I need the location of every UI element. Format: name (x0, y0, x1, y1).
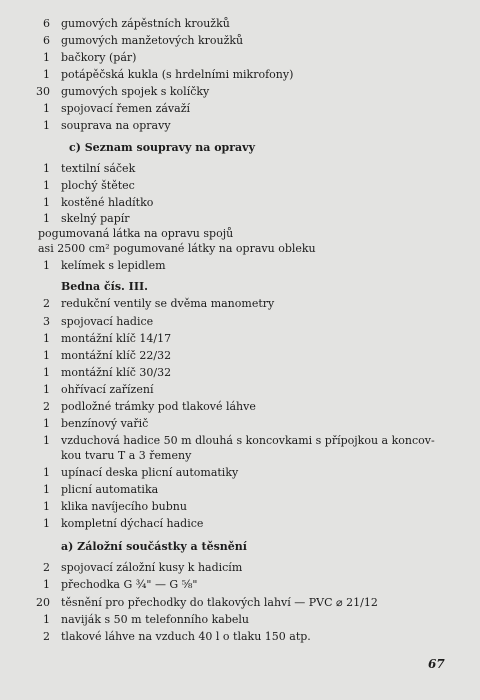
item-quantity: 2 (43, 297, 50, 310)
item-quantity: 2 (43, 561, 50, 574)
item-quantity: 1 (43, 349, 50, 362)
list-item (0, 85, 480, 99)
list-item (0, 483, 480, 497)
item-text: textilní sáček (61, 162, 136, 175)
section-heading-repair-kit: c) Seznam soupravy na opravy (69, 141, 255, 154)
item-quantity: 1 (43, 179, 50, 192)
free-text-line (0, 227, 480, 241)
item-text: montážní klíč 22/32 (61, 349, 172, 362)
list-item (0, 383, 480, 397)
item-quantity: 1 (43, 383, 50, 396)
item-quantity: 2 (43, 630, 50, 643)
item-text: potápěčská kukla (s hrdelními mikrofony) (61, 68, 294, 81)
item-quantity: 2 (43, 400, 50, 413)
list-item (0, 578, 480, 592)
item-text: gumových zápěstních kroužků (61, 17, 230, 30)
list-item (0, 366, 480, 380)
list-item (0, 34, 480, 48)
section-heading-box-iii: Bedna čís. III. (61, 280, 148, 293)
list-item (0, 162, 480, 176)
list-item (0, 179, 480, 193)
item-text: vzduchová hadice 50 m dlouhá s koncovkami s přípojkou a koncov- (61, 434, 435, 447)
list-item (0, 332, 480, 346)
item-text: skelný papír (61, 212, 130, 225)
item-quantity: 1 (43, 162, 50, 175)
item-text: spojovací řemen závaží (61, 102, 191, 115)
item-quantity: 1 (43, 196, 50, 209)
item-quantity: 1 (43, 578, 50, 591)
item-text: plicní automatika (61, 483, 159, 496)
list-item (0, 417, 480, 431)
item-text: montážní klíč 30/32 (61, 366, 172, 379)
list-item (0, 613, 480, 627)
list-item (0, 349, 480, 363)
item-text: tlakové láhve na vzduch 40 l o tlaku 150 atp. (61, 630, 311, 643)
item-quantity: 1 (43, 51, 50, 64)
list-item (0, 68, 480, 82)
list-item (0, 596, 480, 610)
list-item (0, 297, 480, 311)
item-text: přechodka G ¾" — G ⁵⁄₈" (61, 578, 198, 591)
item-text: gumových manžetových kroužků (61, 34, 244, 47)
continuation-line (0, 449, 480, 463)
free-text-line (0, 242, 480, 256)
list-item (0, 434, 480, 448)
list-item (0, 315, 480, 329)
item-quantity: 1 (43, 366, 50, 379)
item-quantity: 1 (43, 517, 50, 530)
list-item (0, 466, 480, 480)
item-text: kostěné hladítko (61, 196, 154, 209)
item-text: naviják s 50 m telefonního kabelu (61, 613, 249, 626)
item-quantity: 1 (43, 68, 50, 81)
item-quantity: 1 (43, 500, 50, 513)
item-quantity: 1 (43, 483, 50, 496)
list-item (0, 212, 480, 226)
item-text: montážní klíč 14/17 (61, 332, 172, 345)
list-item (0, 561, 480, 575)
item-text: těsnění pro přechodky do tlakových lahví — PVC ⌀ 21/12 (61, 596, 378, 609)
item-text: spojovací hadice (61, 315, 154, 328)
item-text: bačkory (pár) (61, 51, 137, 64)
list-item (0, 17, 480, 31)
item-text: ohřívací zařízení (61, 383, 154, 396)
page-number: 67 (428, 657, 445, 671)
item-quantity: 1 (43, 466, 50, 479)
list-item (0, 119, 480, 133)
item-quantity: 20 (36, 596, 50, 609)
item-text: kelímek s lepidlem (61, 259, 166, 272)
item-text: kompletní dýchací hadice (61, 517, 204, 530)
item-text: souprava na opravy (61, 119, 171, 132)
item-quantity: 1 (43, 259, 50, 272)
list-item (0, 517, 480, 531)
free-text: asi 2500 cm² pogumované látky na opravu obleku (38, 242, 316, 255)
continuation-text: kou tvaru T a 3 řemeny (61, 449, 192, 462)
item-text: redukční ventily se dvěma manometry (61, 297, 275, 310)
item-text: spojovací záložní kusy k hadicím (61, 561, 243, 574)
item-quantity: 3 (43, 315, 50, 328)
item-text: podložné trámky pod tlakové láhve (61, 400, 256, 413)
item-quantity: 1 (43, 417, 50, 430)
item-text: upínací deska plicní automatiky (61, 466, 239, 479)
item-quantity: 1 (43, 434, 50, 447)
item-text: plochý štětec (61, 179, 135, 192)
item-quantity: 1 (43, 102, 50, 115)
section-heading-spare-parts: a) Záložní součástky a těsnění (61, 540, 247, 553)
list-item (0, 259, 480, 273)
item-quantity: 30 (36, 85, 50, 98)
item-text: klika navíjecího bubnu (61, 500, 187, 513)
item-quantity: 1 (43, 212, 50, 225)
item-text: benzínový vařič (61, 417, 149, 430)
item-text: gumových spojek s kolíčky (61, 85, 210, 98)
item-quantity: 1 (43, 613, 50, 626)
item-quantity: 1 (43, 332, 50, 345)
list-item (0, 400, 480, 414)
item-quantity: 1 (43, 119, 50, 132)
item-quantity: 6 (43, 34, 50, 47)
list-item (0, 102, 480, 116)
list-item (0, 51, 480, 65)
list-item (0, 630, 480, 644)
item-quantity: 6 (43, 17, 50, 30)
list-item (0, 500, 480, 514)
list-item (0, 196, 480, 210)
free-text: pogumovaná látka na opravu spojů (38, 227, 234, 240)
